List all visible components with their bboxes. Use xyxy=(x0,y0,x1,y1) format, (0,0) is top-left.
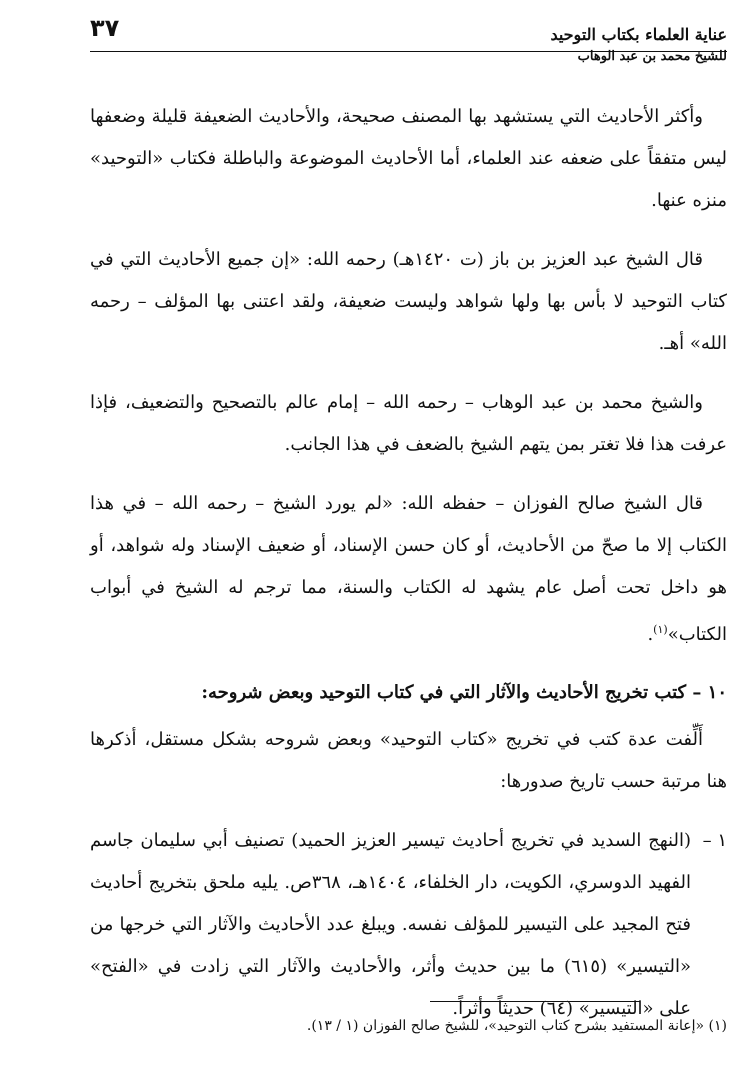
footnote: (١) «إعانة المستفيد بشرح كتاب التوحيد»، للشيخ صالح الفوزان (١ / ١٣). xyxy=(306,1018,727,1034)
running-subtitle: للشيخ محمد بن عبد الوهاب xyxy=(577,49,727,64)
list-item-text: (النهج السديد في تخريج أحاديث تيسير العزيز الحميد) تصنيف أبي سليمان جاسم الفهيد الدوسري، الكويت، دار الخلفاء، ١٤٠٤هـ، ٣٦٨ص. يليه ملحق بتخريج أحاديث فتح المجيد على التيسير للمؤلف نفسه. ويبلغ عدد الأحاديث والآثار التي خرجها من «التيسير» (٦١٥) ما بين حديث وأثر، والأحاديث والآثار التي زادت في «الفتح» على «التيسير» (٦٤) حديثاً وأثراً. xyxy=(90,830,691,1019)
fawzan-quote-end: . xyxy=(647,624,654,645)
paragraph-section-intro: أَلِّفت عدة كتب في تخريج «كتاب التوحيد» وبعض شروحه بشكل مستقل، أذكرها هنا مرتبة حسب تاريخ صدورها: xyxy=(90,729,727,792)
page-header xyxy=(90,14,727,82)
main-text xyxy=(90,96,727,1047)
running-header xyxy=(550,24,727,68)
footnote-separator xyxy=(430,1001,640,1002)
header-rule xyxy=(90,51,727,52)
page-number: ٣٧ xyxy=(90,14,120,42)
paragraph-author-expertise: والشيخ محمد بن عبد الوهاب – رحمه الله – إمام عالم بالتصحيح والتضعيف، فإذا عرفت هذا فلا تغتر بمن يتهم الشيخ بالضعف في هذا الجانب. xyxy=(90,392,727,455)
paragraph-fawzan-quote xyxy=(90,483,727,656)
section-heading: ١٠ – كتب تخريج الأحاديث والآثار التي في كتاب التوحيد وبعض شروحه: xyxy=(201,682,727,703)
fawzan-quote-text: قال الشيخ صالح الفوزان – حفظه الله: «لم يورد الشيخ – رحمه الله – في هذا الكتاب إلا ما صحّ من الأحاديث، أو كان حسن الإسناد، أو ضعيف الإسناد وله شواهد، أو هو داخل تحت أصل عام يشهد له الكتاب والسنة، مما ترجم له الشيخ في أبواب الكتاب» xyxy=(90,493,727,645)
list-item xyxy=(90,820,727,1030)
running-title: عناية العلماء بكتاب التوحيد xyxy=(550,25,727,44)
paragraph-authenticity: وأكثر الأحاديث التي يستشهد بها المصنف صحيحة، والأحاديث الضعيفة قليلة وضعفها ليس متفقاً على ضعفه عند العلماء، أما الأحاديث الموضوعة والباطلة فكتاب «التوحيد» منزه عنها. xyxy=(90,106,727,211)
list-item-number: ١ – xyxy=(702,830,727,851)
paragraph-ibn-baz-quote: قال الشيخ عبد العزيز بن باز (ت ١٤٢٠هـ) رحمه الله: «إن جميع الأحاديث التي في كتاب التوحيد لا بأس بها ولها شواهد وليست ضعيفة، ولقد اعتنى بها المؤلف – رحمه الله» أهـ. xyxy=(90,249,727,354)
footnote-marker: (١) xyxy=(653,623,668,636)
